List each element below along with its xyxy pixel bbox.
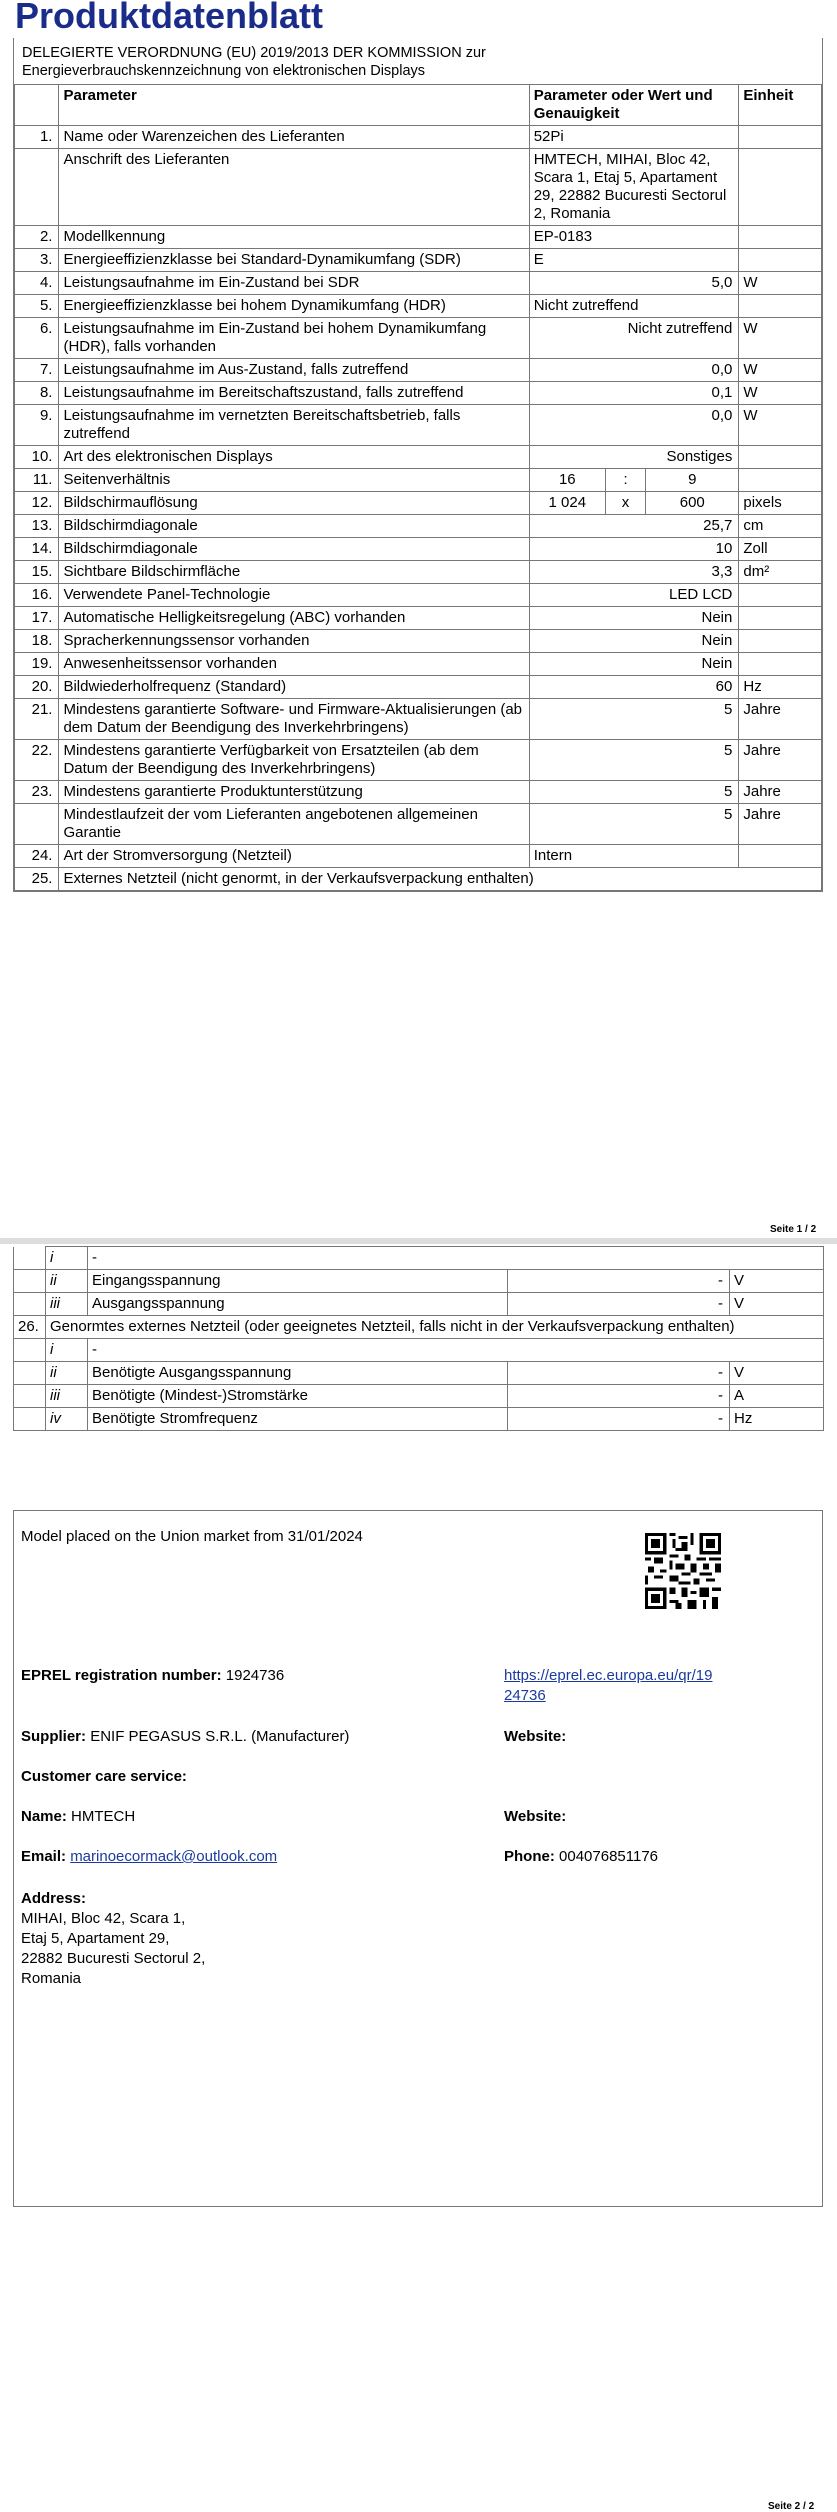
email-link[interactable]: marinoecormack@outlook.com xyxy=(70,1848,278,1865)
table-row: ii Benötigte Ausgangsspannung - V xyxy=(14,1362,824,1385)
table-row: 1. Name oder Warenzeichen des Lieferanten 52Pi xyxy=(15,126,822,149)
page-title: Produktdatenblatt xyxy=(15,0,324,36)
table-row: 7. Leistungsaufnahme im Aus-Zustand, falls zutreffend 0,0 W xyxy=(15,359,822,382)
website-label: Website: xyxy=(504,1808,567,1825)
page-number: Seite 2 / 2 xyxy=(768,2501,815,2512)
subtitle-line: DELEGIERTE VERORDNUNG (EU) 2019/2013 DER KOMMISSION zur xyxy=(22,45,486,61)
table-row: iv Benötigte Stromfrequenz - Hz xyxy=(14,1408,824,1431)
table-row: 21. Mindestens garantierte Software- und Firmware-Aktualisierungen (ab dem Datum der Beendigung des Inverkehrbringens) 5 Jahre xyxy=(15,699,822,740)
customer-care-label: Customer care service: xyxy=(21,1768,187,1785)
datasheet-page-1 xyxy=(13,0,823,892)
eprel-info-box xyxy=(13,1510,823,2207)
table-row: 14. Bildschirmdiagonale 10 Zoll xyxy=(15,538,822,561)
page-number: Seite 1 / 2 xyxy=(770,1224,817,1235)
eprel-registration: EPREL registration number: 1924736 xyxy=(21,1667,285,1684)
power-supply-table xyxy=(13,1246,824,1431)
table-row: iii Benötigte (Mindest-)Stromstärke - A xyxy=(14,1385,824,1408)
table-header xyxy=(15,85,822,126)
supplier: Supplier: ENIF PEGASUS S.R.L. (Manufacturer) xyxy=(21,1728,350,1745)
table-row: 4. Leistungsaufnahme im Ein-Zustand bei SDR 5,0 W xyxy=(15,272,822,295)
table-row: 15. Sichtbare Bildschirmfläche 3,3 dm² xyxy=(15,561,822,584)
eprel-link[interactable] xyxy=(504,1666,712,1706)
table-row: 10. Art des elektronischen Displays Sonstiges xyxy=(15,446,822,469)
table-row: 25. Externes Netzteil (nicht genormt, in der Verkaufsverpackung enthalten) xyxy=(15,868,822,891)
table-row: i - xyxy=(14,1339,824,1362)
table-row: 16. Verwendete Panel-Technologie LED LCD xyxy=(15,584,822,607)
table-row: 8. Leistungsaufnahme im Bereitschaftszustand, falls zutreffend 0,1 W xyxy=(15,382,822,405)
table-row: 11. Seitenverhältnis 16 : 9 xyxy=(15,469,822,492)
datasheet-page-2 xyxy=(13,1246,823,1431)
table-row: 22. Mindestens garantierte Verfügbarkeit von Ersatzteilen (ab dem Datum der Beendigung des Inverkehrbringens) 5 Jahre xyxy=(15,740,822,781)
eprel-url-line[interactable]: https://eprel.ec.europa.eu/qr/19 xyxy=(504,1667,713,1684)
table-row: 5. Energieeffizienzklasse bei hohem Dynamikumfang (HDR) Nicht zutreffend xyxy=(15,295,822,318)
eprel-url-line[interactable]: 24736 xyxy=(504,1687,546,1704)
contact-address: Address: MIHAI, Bloc 42, Scara 1, Etaj 5, Apartament 29, 22882 Bucuresti Sectorul 2, Romania xyxy=(21,1890,206,1987)
table-row: iii Ausgangsspannung - V xyxy=(14,1293,824,1316)
table-row: 26. Genormtes externes Netzteil (oder geeignetes Netzteil, falls nicht in der Verkaufsverpackung enthalten) xyxy=(14,1316,824,1339)
market-date: Model placed on the Union market from 31/01/2024 xyxy=(21,1528,363,1545)
subtitle-line: Energieverbrauchskennzeichnung von elektronischen Displays xyxy=(22,63,426,79)
datasheet-frame xyxy=(13,38,823,892)
table-row: 9. Leistungsaufnahme im vernetzten Bereitschaftsbetrieb, falls zutreffend 0,0 W xyxy=(15,405,822,446)
contact-phone: Phone: 004076851176 xyxy=(504,1848,659,1865)
header-unit: Einheit xyxy=(739,85,822,126)
table-row: 17. Automatische Helligkeitsregelung (ABC) vorhanden Nein xyxy=(15,607,822,630)
table-row: 19. Anwesenheitssensor vorhanden Nein xyxy=(15,653,822,676)
header-value: Parameter oder Wert und Genauigkeit xyxy=(529,85,739,126)
parameter-table xyxy=(14,84,822,891)
table-row: 3. Energieeffizienzklasse bei Standard-Dynamikumfang (SDR) E xyxy=(15,249,822,272)
table-row: Mindestlaufzeit der vom Lieferanten angebotenen allgemeinen Garantie 5 Jahre xyxy=(15,804,822,845)
qr-code-icon xyxy=(645,1533,721,1609)
table-row: i - xyxy=(14,1247,824,1270)
table-row: 2. Modellkennung EP-0183 xyxy=(15,226,822,249)
table-row: 13. Bildschirmdiagonale 25,7 cm xyxy=(15,515,822,538)
page-break xyxy=(0,1238,837,1244)
table-row: 20. Bildwiederholfrequenz (Standard) 60 Hz xyxy=(15,676,822,699)
table-row: 23. Mindestens garantierte Produktunterstützung 5 Jahre xyxy=(15,781,822,804)
contact-name: Name: HMTECH xyxy=(21,1808,136,1825)
contact-email: Email: marinoecormack@outlook.com xyxy=(21,1848,278,1865)
website-label: Website: xyxy=(504,1728,567,1745)
regulation-subtitle xyxy=(14,38,822,84)
table-row: Anschrift des Lieferanten HMTECH, MIHAI, Bloc 42, Scara 1, Etaj 5, Apartament 29, 22882 Bucuresti Sectorul 2, Romania xyxy=(15,149,822,226)
table-row: 6. Leistungsaufnahme im Ein-Zustand bei hohem Dynamikumfang (HDR), falls vorhanden Nicht zutreffend W xyxy=(15,318,822,359)
table-row: 12. Bildschirmauflösung 1 024 x 600 pixels xyxy=(15,492,822,515)
table-row: 24. Art der Stromversorgung (Netzteil) Intern xyxy=(15,845,822,868)
table-row: ii Eingangsspannung - V xyxy=(14,1270,824,1293)
table-row: 18. Spracherkennungssensor vorhanden Nein xyxy=(15,630,822,653)
header-parameter: Parameter xyxy=(59,85,529,126)
